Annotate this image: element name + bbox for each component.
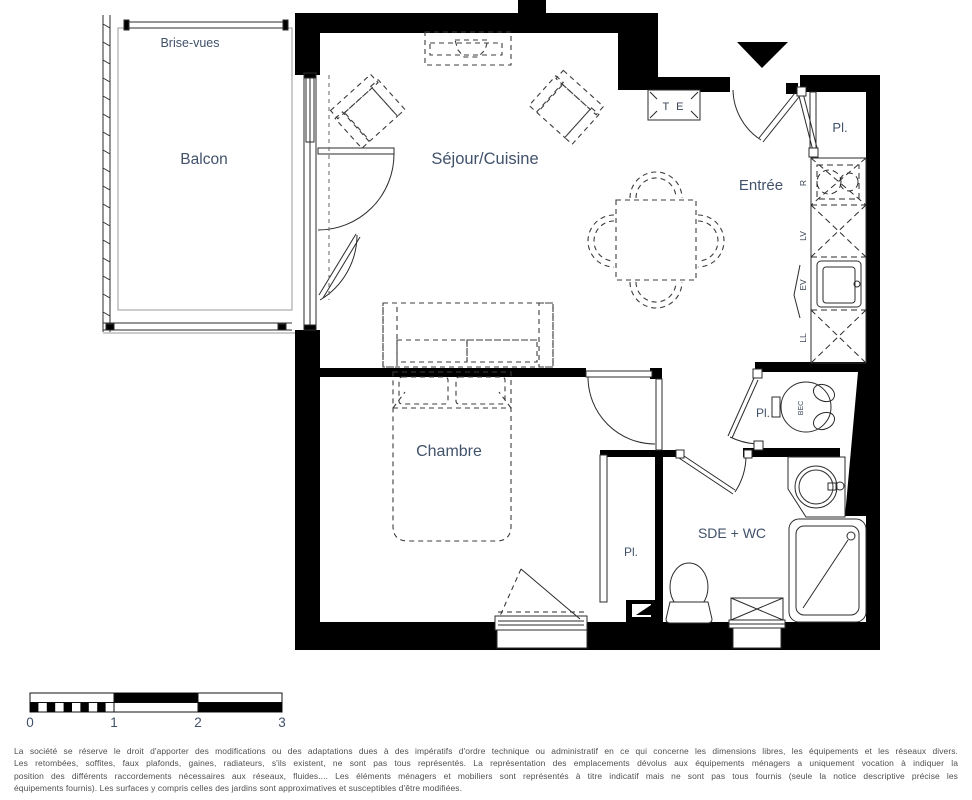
balcon-label: Balcon: [180, 151, 228, 168]
scale-3: 3: [278, 715, 286, 730]
sofa: [383, 303, 553, 367]
sejour-label: Séjour/Cuisine: [431, 150, 539, 168]
electrical-panel: [648, 90, 700, 120]
water-heater: [772, 381, 837, 433]
brise-vues-label: Brise-vues: [160, 36, 220, 50]
pl-chambre-label: Pl.: [623, 545, 639, 559]
balcony-left-rail: [103, 15, 110, 332]
scale-1: 1: [110, 715, 118, 730]
balcony-bottom-rail: [103, 323, 295, 333]
duct-shaft: [845, 372, 866, 516]
partition-hall: [656, 379, 662, 450]
disclaimer-line-1: La société se réserve le droit d'apporter des modifications ou des adaptations dues à des impératifs d'ordre technique ou administratif en ce qui concerne les dimensions libres, les équipements et les réseaux divers.: [14, 746, 958, 756]
room-labels: [160, 36, 847, 559]
fridge-label: R: [798, 179, 808, 187]
scale-0: 0: [26, 715, 34, 730]
balcony: [103, 15, 295, 333]
chair-right: [698, 215, 724, 267]
entree-label: Entrée: [738, 177, 784, 194]
hob-burner-right: [840, 173, 858, 191]
brise-vues-rail: [124, 20, 288, 30]
sde-door: [676, 450, 752, 494]
chair-left: [588, 215, 614, 267]
entry-door-jamb: [786, 83, 798, 94]
washer-cross: [811, 310, 866, 363]
pl-entree-label: Pl.: [832, 120, 848, 135]
bec-label: BEC: [798, 400, 805, 416]
wall-entry-right: [800, 75, 880, 92]
scale-2: 2: [194, 715, 202, 730]
wall-left-upper: [295, 13, 320, 75]
sde-window: [729, 598, 785, 648]
pillow-right: [456, 377, 505, 404]
wall-right: [866, 75, 880, 650]
wall-closet-sde: [655, 450, 663, 622]
chambre-window: [495, 569, 587, 648]
dining-set: [588, 172, 724, 308]
chair-top: [630, 172, 682, 198]
toilet: [666, 563, 712, 623]
balcony-bay: [304, 73, 316, 330]
balcony-floor-line: [118, 28, 292, 310]
dishwasher-cross: [811, 205, 866, 257]
te-label: T E: [662, 101, 686, 113]
shower: [789, 519, 866, 622]
disclaimer-line-2: Les retombées, soffites, faux plafonds, gaines, radiateurs, s'ils existent, ne sont pas tous représentés. La représentation des emplacements dévolus aux équipements ménagers a uniquement vocation à indiquer la: [14, 758, 958, 769]
legal-disclaimer: [14, 745, 958, 794]
sink: [817, 261, 861, 307]
chair-bottom: [630, 282, 682, 308]
kitchen-column: [794, 158, 866, 363]
chambre-label: Chambre: [416, 443, 482, 460]
washer-label: LL: [798, 333, 808, 343]
chambre-door: [586, 371, 655, 444]
disclaimer-line-3: position des différents raccordements nécessaires aux réseaux, fluides.... Les éléments ménagers et mobiliers sont représentés à titre indicatif mais ne sont pas tous fournis (seule la notice descriptive précise les: [14, 770, 958, 781]
disclaimer-line-4: équipements fournis). Les surfaces y compris celles des jardins sont approximatives et susceptibles d'être modifiées.: [14, 782, 463, 793]
scale-bar: [26, 693, 286, 730]
partition-closet-chambre: [600, 455, 607, 602]
sink-label: EV: [798, 279, 808, 291]
entrance-arrow-icon: [737, 42, 788, 68]
tv-unit: [425, 32, 511, 65]
pillow-left: [399, 377, 448, 404]
wall-sde-left: [600, 450, 680, 457]
wall-top: [295, 13, 658, 90]
armchair-left: [329, 73, 405, 148]
threshold-block: [626, 600, 657, 622]
armchair-right: [529, 69, 605, 144]
openings: [304, 73, 785, 648]
wall-top-stub: [518, 0, 546, 14]
dining-table: [616, 200, 696, 280]
sde-label: SDE + WC: [697, 525, 767, 541]
dishwasher-label: LV: [798, 231, 808, 241]
washbasin: [788, 457, 845, 517]
pl-bec-label: Pl.: [755, 406, 771, 420]
